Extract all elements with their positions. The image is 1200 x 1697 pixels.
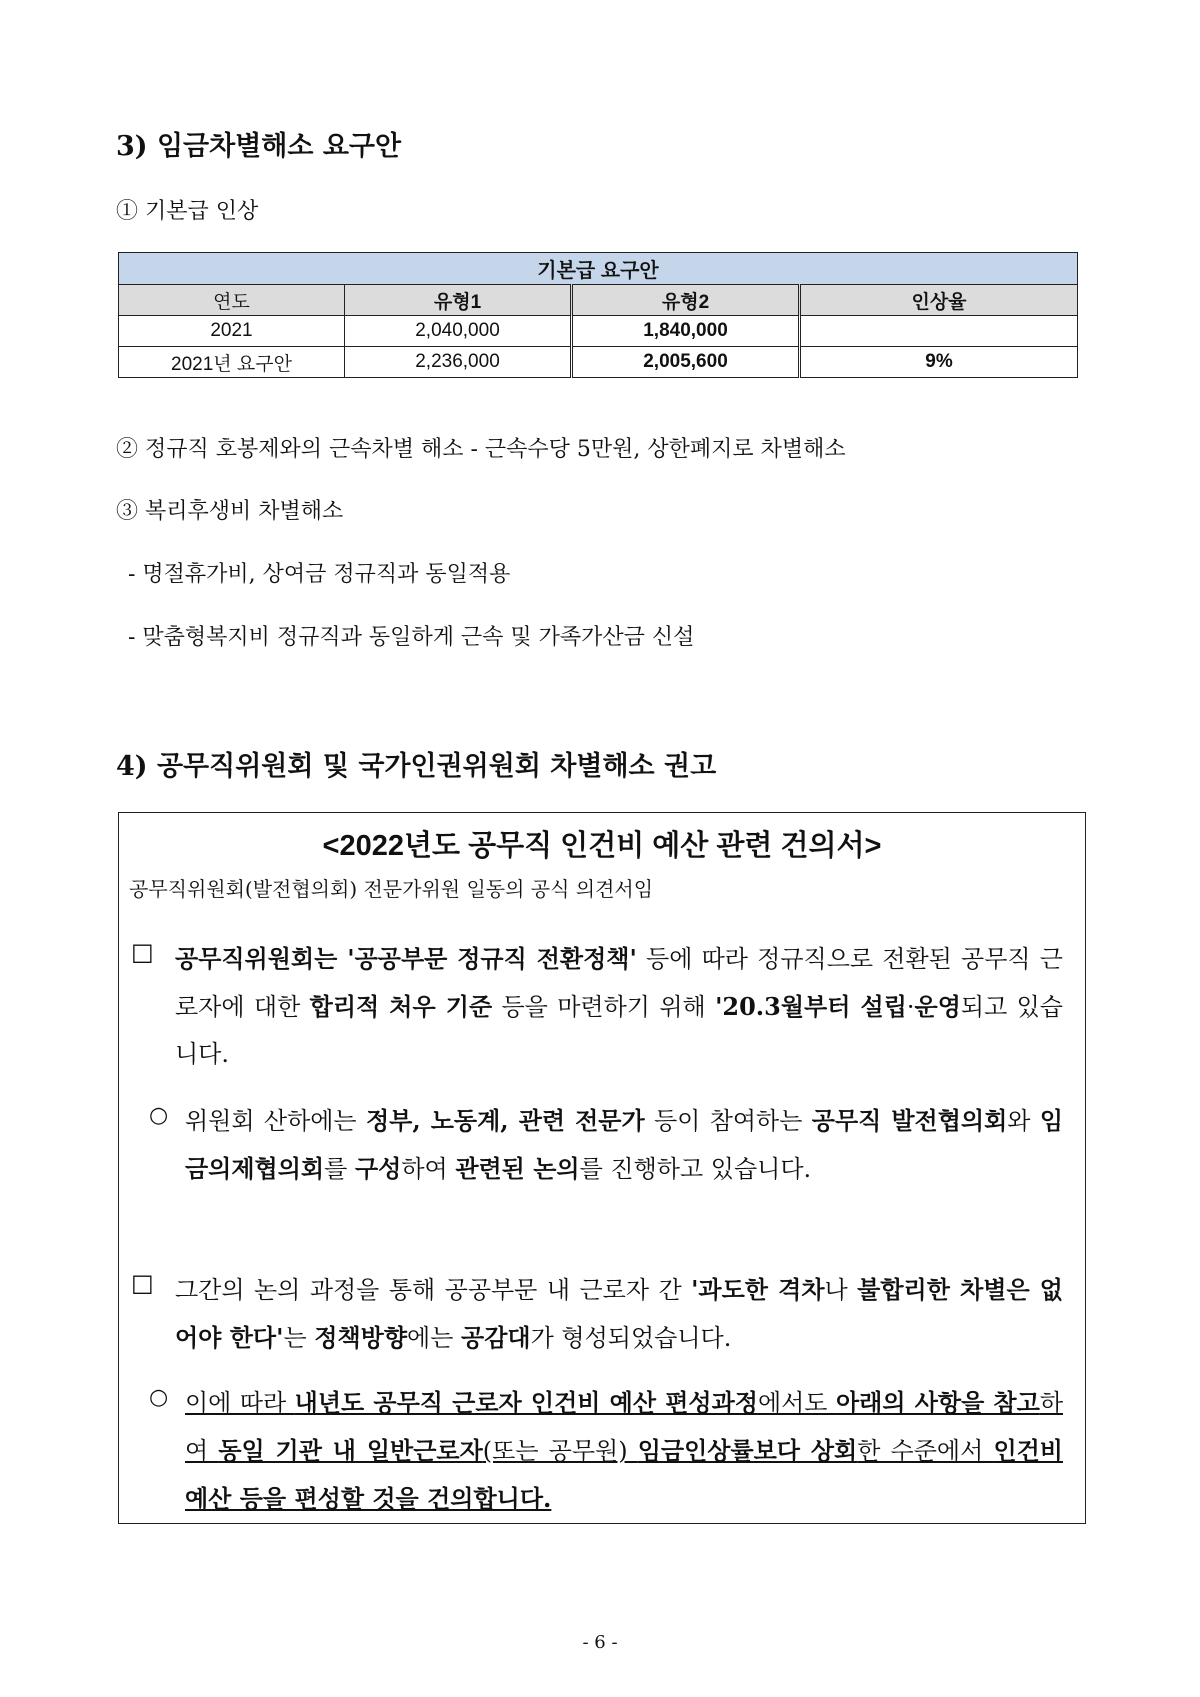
welfare-detail-1: - 명절휴가비, 상여금 정규직과 동일적용 [128, 562, 511, 587]
cell-type1: 2,040,000 [345, 316, 572, 347]
paragraph-2: 위원회 산하에는 정부, 노동계, 관련 전문가 등이 참여하는 공무직 발전협의회와 임금의제협의회를 구성하여 관련된 논의를 진행하고 있습니다. [185, 1106, 1063, 1183]
recommendation-box [118, 812, 1086, 1524]
cell-raise-rate [800, 316, 1078, 347]
basic-pay-table [118, 252, 1078, 378]
paragraph-3: 그간의 논의 과정을 통해 공공부문 내 근로자 간 '과도한 격차나 불합리한 차별은 없어야 한다'는 정책방향에는 공감대가 형성되었습니다. [175, 1275, 1063, 1352]
item-seniority: ② 정규직 호봉제와의 근속차별 해소 - 근속수당 5만원, 상한폐지로 차별해소 [116, 437, 846, 462]
section-3-heading: 3) 임금차별해소 요구안 [116, 131, 402, 162]
cell-type2: 1,840,000 [572, 316, 800, 347]
cell-year: 2021 [119, 316, 345, 347]
box-subtitle: 공무직위원회(발전협의회) 전문가위원 일동의 공식 의견서임 [129, 877, 654, 901]
cell-type2: 2,005,600 [572, 347, 800, 378]
page-number: - 6 - [582, 1632, 618, 1653]
item-basic-pay: ① 기본급 인상 [116, 199, 259, 224]
section-4-heading: 4) 공무직위원회 및 국가인권위원회 차별해소 권고 [116, 751, 717, 782]
square-bullet-icon: □ [131, 1269, 154, 1297]
welfare-detail-2: - 맞춤형복지비 정규직과 동일하게 근속 및 가족가산금 신설 [128, 625, 695, 650]
paragraph-4: 이에 따라 내년도 공무직 근로자 인건비 예산 편성과정에서도 아래의 사항을 참고하여 동일 기관 내 일반근로자(또는 공무원) 임금인상률보다 상회한 수준에서 인건비 예산 등을 편성할 것을 건의합니다. [185, 1388, 1063, 1513]
cell-year: 2021년 요구안 [119, 347, 345, 378]
cell-raise-rate: 9% [800, 347, 1078, 378]
table-row [119, 316, 1078, 347]
square-bullet-icon: □ [131, 938, 154, 966]
circle-bullet-icon: ○ [149, 1385, 169, 1410]
table-title: 기본급 요구안 [119, 253, 1078, 285]
cell-type1: 2,236,000 [345, 347, 572, 378]
header-year: 연도 [119, 285, 345, 316]
table-header-row [119, 285, 1078, 316]
table-title-row [119, 253, 1078, 285]
header-raise-rate: 인상율 [800, 285, 1078, 316]
circle-bullet-icon: ○ [149, 1103, 169, 1128]
paragraph-1: 공무직위원회는 '공공부문 정규직 전환정책' 등에 따라 정규직으로 전환된 공무직 근로자에 대한 합리적 처우 기준 등을 마련하기 위해 '20.3월부터 설립·운영되고 있습니다. [175, 944, 1063, 1068]
table-row [119, 347, 1078, 378]
item-welfare: ③ 복리후생비 차별해소 [116, 499, 344, 524]
box-title: <2022년도 공무직 인건비 예산 관련 건의서> [322, 830, 882, 862]
header-type2: 유형2 [572, 285, 800, 316]
header-type1: 유형1 [345, 285, 572, 316]
